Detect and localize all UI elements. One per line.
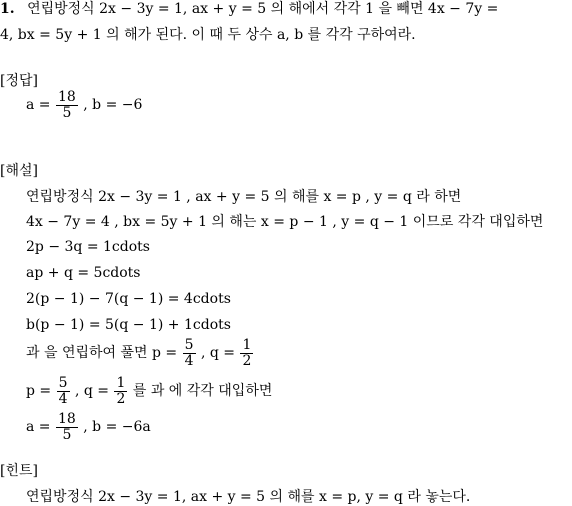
answer-a-lhs: a = <box>26 97 51 113</box>
solution-l8-q-numerator: 1 <box>116 374 126 391</box>
solution-l8-post: 를 과 에 각각 대입하면 <box>132 383 273 399</box>
solution-l7-q-denominator: 2 <box>242 352 252 369</box>
solution-line-8 <box>26 372 272 410</box>
hint-heading: [힌트] <box>0 463 38 479</box>
solution-l9-post: , b = −6a <box>83 419 151 435</box>
solution-l7-p-denominator: 4 <box>184 352 194 369</box>
solution-line-2: 4x − 7y = 4 , bx = 5y + 1 의 해는 x = p − 1 , y = q − 1 이므로 각각 대입하면 <box>26 214 544 230</box>
solution-line-9 <box>26 408 151 446</box>
problem-line-2: 4, bx = 5y + 1 의 해가 된다. 이 때 두 상수 a, b 를 각각 구하여라. <box>0 27 416 43</box>
answer-a-numerator: 18 <box>57 88 76 105</box>
solution-l8-p-denominator: 4 <box>58 390 68 407</box>
solution-line-3: 2p − 3q = 1cdots <box>26 239 150 255</box>
solution-l8-q-denominator: 2 <box>116 390 126 407</box>
solution-l9-denominator: 5 <box>62 426 72 443</box>
solution-l9-numerator: 18 <box>57 410 76 427</box>
answer-a-fraction <box>56 90 78 121</box>
problem-line-1 <box>0 0 498 18</box>
solution-l7-mid: , q = <box>200 345 236 361</box>
solution-l8-fraction-p <box>57 376 70 407</box>
answer-line <box>26 88 142 122</box>
solution-l8-pre: p = <box>26 383 52 399</box>
solution-l7-fraction-q <box>240 338 253 369</box>
solution-l7-p-numerator: 5 <box>184 336 194 353</box>
solution-l7-pre: 과 을 연립하여 풀면 p = <box>26 345 178 361</box>
solution-l8-p-numerator: 5 <box>58 374 68 391</box>
solution-l9-pre: a = <box>26 419 51 435</box>
solution-l8-mid: , q = <box>74 383 110 399</box>
problem-number: 1. <box>0 1 15 17</box>
problem-text-1: 연립방정식 2x − 3y = 1, ax + y = 5 의 해에서 각각 1 을 빼면 4x − 7y = <box>27 1 499 17</box>
answer-b: , b = −6 <box>83 97 143 113</box>
answer-heading: [정답] <box>0 73 38 89</box>
solution-l9-fraction <box>56 412 78 443</box>
solution-l8-fraction-q <box>114 376 127 407</box>
solution-l7-fraction-p <box>183 338 196 369</box>
answer-a-denominator: 5 <box>62 104 72 121</box>
solution-line-7 <box>26 334 254 372</box>
solution-line-4: ap + q = 5cdots <box>26 265 141 281</box>
hint-text: 연립방정식 2x − 3y = 1, ax + y = 5 의 해를 x = p, y = q 라 놓는다. <box>26 489 471 505</box>
solution-line-5: 2(p − 1) − 7(q − 1) = 4cdots <box>26 291 231 307</box>
solution-line-1: 연립방정식 2x − 3y = 1 , ax + y = 5 의 해를 x = p , y = q 라 하면 <box>26 189 462 205</box>
solution-l7-q-numerator: 1 <box>242 336 252 353</box>
solution-line-6: b(p − 1) = 5(q − 1) + 1cdots <box>26 317 231 333</box>
solution-heading: [해설] <box>0 163 38 179</box>
